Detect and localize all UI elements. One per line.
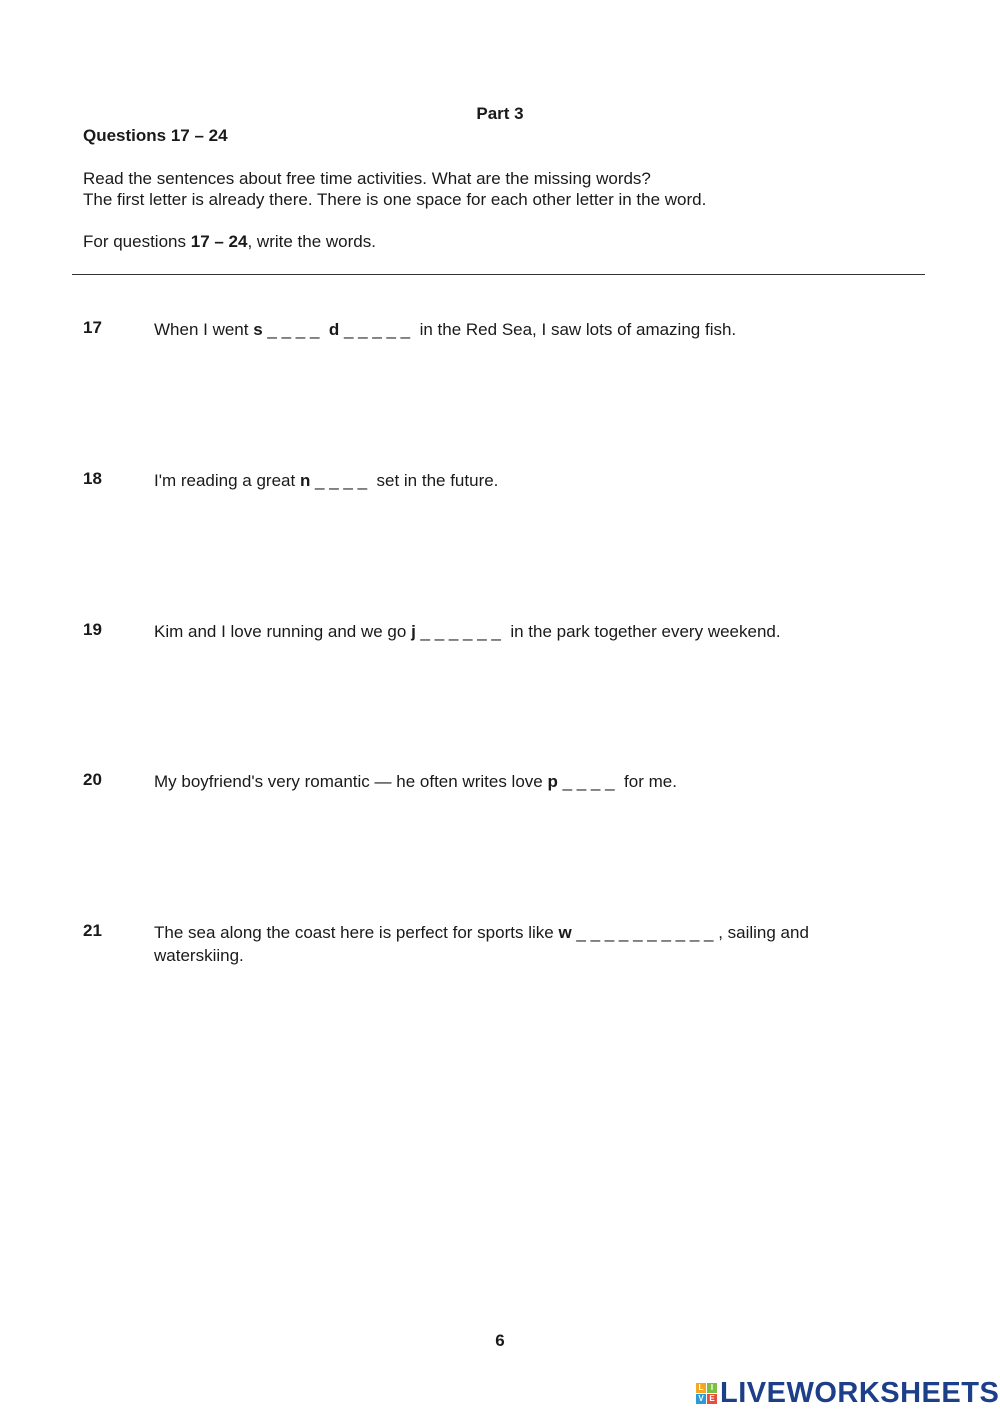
instruction-line-2: The first letter is already there. There is one space for each other letter in the word.: [83, 190, 707, 209]
q20-blanks[interactable]: _ _ _ _: [557, 772, 625, 791]
q19-blanks[interactable]: _ _ _ _ _ _: [415, 622, 511, 641]
question-18-text: [154, 469, 894, 492]
instruction-line-1: Read the sentences about free time activities. What are the missing words?: [83, 169, 651, 188]
q17-blanks-2[interactable]: _ _ _ _ _: [339, 320, 420, 339]
instruction-3-suffix: , write the words.: [247, 232, 376, 251]
liveworksheets-logo-icon: L I V E: [696, 1383, 717, 1404]
question-20-text: [154, 770, 894, 793]
q19-letter: j: [411, 622, 416, 641]
q19-before: Kim and I love running and we go: [154, 622, 412, 641]
q21-letter: w: [558, 923, 572, 942]
q21-before: The sea along the coast here is perfect for sports like: [154, 923, 559, 942]
part-title: Part 3: [476, 104, 524, 123]
divider: [72, 274, 925, 275]
q18-before: I'm reading a great: [154, 471, 300, 490]
page-number: 6: [495, 1331, 505, 1350]
instruction-3-range: 17 – 24: [190, 232, 248, 251]
q18-after: set in the future.: [376, 471, 499, 490]
q20-letter: p: [547, 772, 558, 791]
q18-letter: n: [299, 471, 311, 490]
question-19-number: 19: [83, 620, 102, 639]
question-21-text: [154, 921, 894, 967]
q17-blanks-1[interactable]: _ _ _ _: [262, 320, 329, 339]
questions-range-heading: Questions 17 – 24: [83, 126, 228, 145]
question-17-text: [154, 318, 894, 341]
q17-letter-1: s: [253, 320, 263, 339]
liveworksheets-brand[interactable]: [696, 1376, 999, 1410]
question-18-number: 18: [83, 469, 102, 488]
question-17-number: 17: [83, 318, 102, 337]
q18-blanks[interactable]: _ _ _ _: [310, 471, 377, 490]
question-21-number: 21: [83, 921, 102, 940]
instruction-3-prefix: For questions: [83, 232, 191, 251]
q17-letter-2: d: [328, 320, 340, 339]
q19-after: in the park together every weekend.: [510, 622, 781, 641]
instruction-line-3: [83, 231, 376, 252]
question-20-number: 20: [83, 770, 102, 789]
q17-after: in the Red Sea, I saw lots of amazing fish.: [419, 320, 737, 339]
q21-after: , sailing and waterskiing.: [154, 923, 809, 965]
q17-before: When I went: [154, 320, 254, 339]
brand-wordmark: LIVEWORKSHEETS: [720, 1376, 1000, 1409]
question-19-text: [154, 620, 894, 643]
q20-after: for me.: [624, 772, 677, 791]
q21-blanks[interactable]: _ _ _ _ _ _ _ _ _ _: [571, 923, 719, 942]
q20-before: My boyfriend's very romantic — he often writes love: [154, 772, 548, 791]
